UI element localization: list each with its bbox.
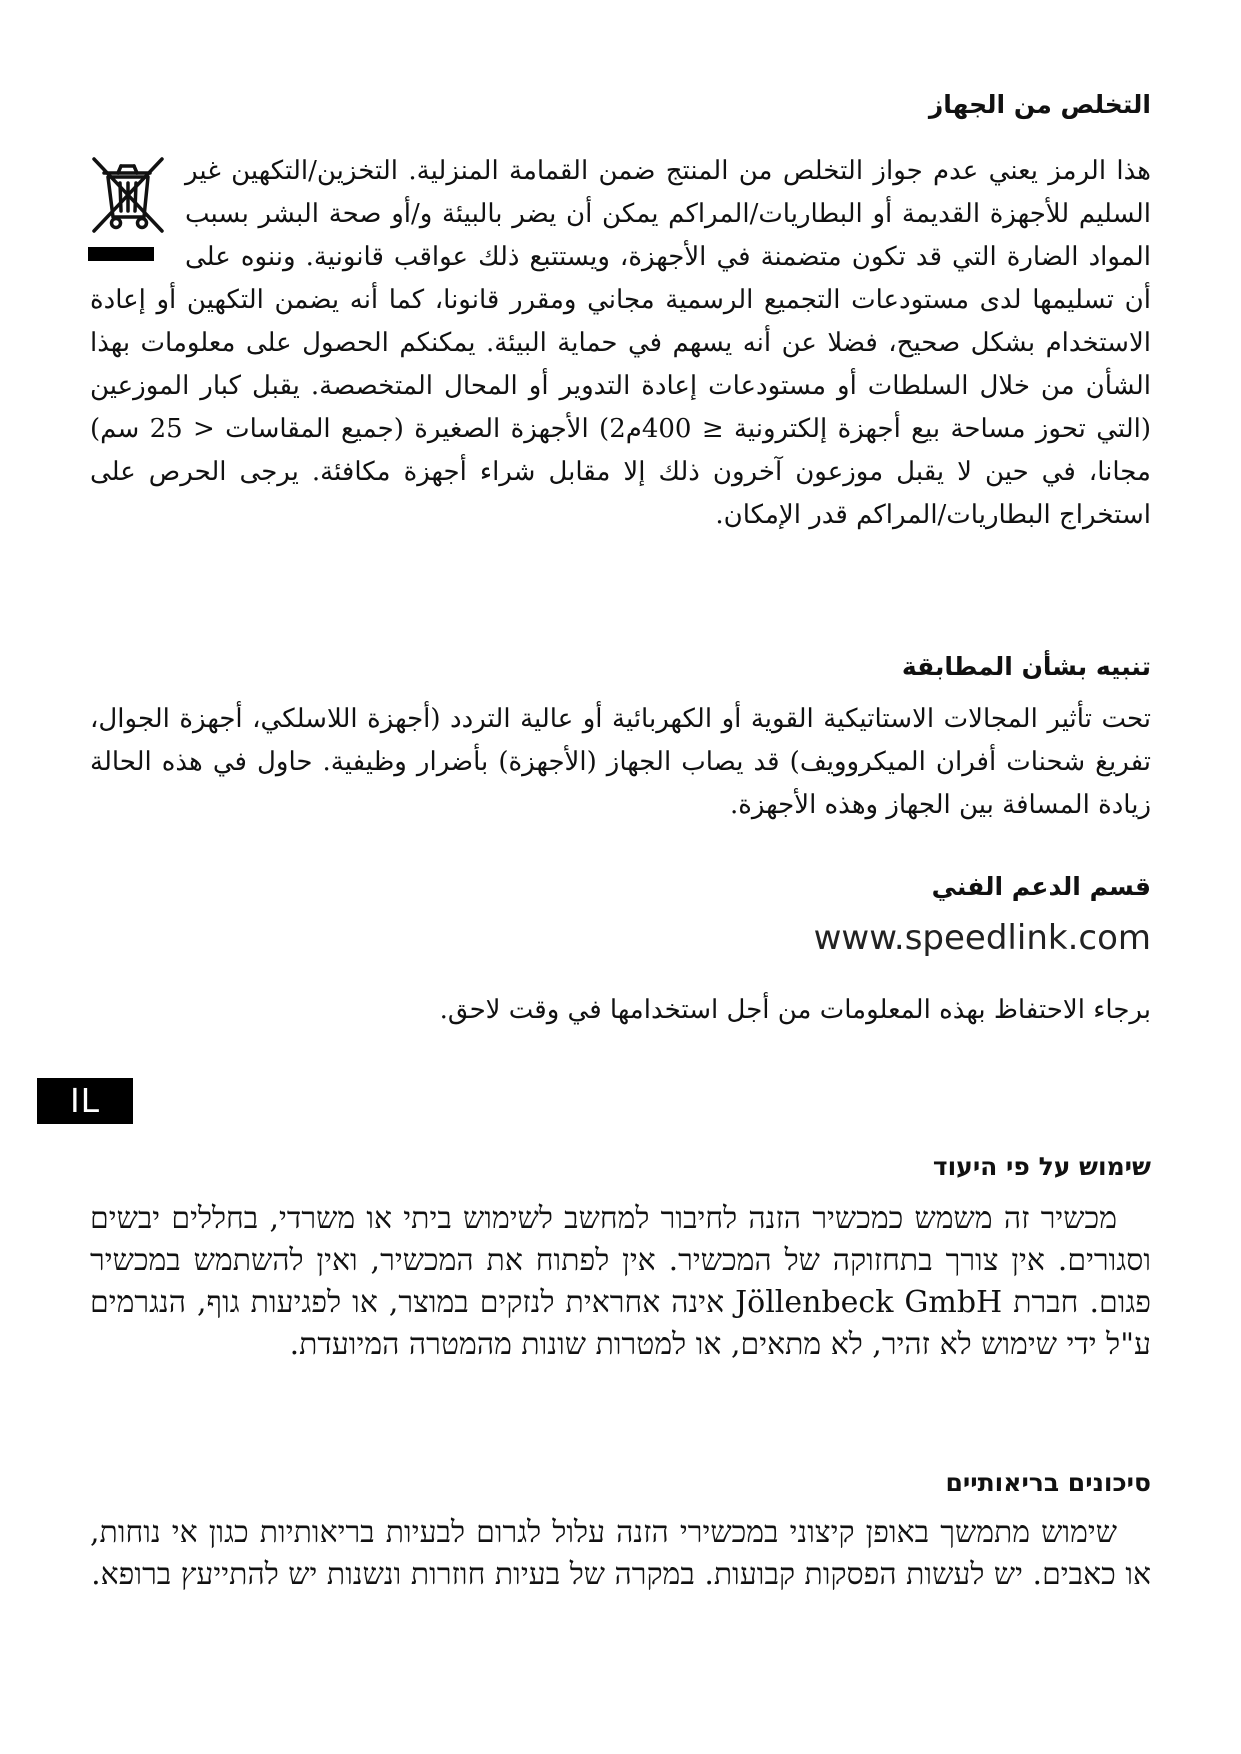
disposal-text: هذا الرمز يعني عدم جواز التخلص من المنتج ضمن القمامة المنزلية. التخزين/التكهين غير السليم للأجهزة القديمة أو البطاريات/المراكم يمكن أن يضر بالبيئة و/أو صحة البشر بسبب المواد الضارة التي قد تكون متضمنة في الأجهزة، ويستتبع ذلك عواقب قانونية. وننوه على أن تسليمها لدى مستودعات التجميع الرسمية مجاني ومقرر قانونا، كما أنه يضمن التكهين أو إعادة الاستخدام بشكل صحيح، فضلا عن أنه يسهم في حماية البيئة. يمكنكم الحصول على معلومات بهذا الشأن من خلال السلطات أو مستودعات إعادة التدوير أو المحال المتخصصة. يقبل كبار الموزعين (التي تحوز مساحة بيع أجهزة إلكترونية ≤ 400م2) الأجهزة الصغيرة (جميع المقاسات < 25 سم) مجانا، في حين لا يقبل موزعون آخرون ذلك إلا مقابل شراء أجهزة مكافئة. يرجى الحرص على استخراج البطاريات/المراكم قدر الإمكان. (90, 156, 1151, 530)
section-title-disposal: التخلص من الجهاز (928, 90, 1151, 119)
country-tab-il: IL (37, 1078, 133, 1124)
icon-space (90, 150, 185, 278)
keep-information-note: برجاء الاحتفاظ بهذه المعلومات من أجل استخدامها في وقت لاحق. (439, 995, 1151, 1025)
section-title-intended-use: שימוש על פי היעוד (932, 1152, 1151, 1181)
disposal-paragraph (90, 150, 1151, 537)
section-title-health-risks: סיכונים בריאותיים (945, 1468, 1151, 1497)
support-url[interactable]: www.speedlink.com (813, 918, 1151, 958)
health-risks-paragraph (90, 1512, 1151, 1596)
conformity-text: تحت تأثير المجالات الاستاتيكية القوية أو الكهربائية أو عالية التردد (أجهزة اللاسلكي، أجهزة الجوال، تفريغ شحنات أفران الميكروويف) قد يصاب الجهاز (الأجهزة) بأضرار وظيفية. حاول في هذه الحالة زيادة المسافة بين الجهاز وهذه الأجهزة. (90, 704, 1151, 820)
health-risks-text: שימוש מתמשך באופן קיצוני במכשירי הזנה עלול לגרום לבעיות בריאותיות כגון אי נוחות, או כאבים. יש לעשות הפסקות קבועות. במקרה של בעיות חוזרות ונשנות יש להתייעץ ברופא. (90, 1515, 1151, 1592)
intended-use-text: מכשיר זה משמש כמכשיר הזנה לחיבור למחשב לשימוש ביתי או משרדי, בחללים יבשים וסגורים. אין צורך בתחזוקה של המכשיר. אין לפתוח את המכשיר, ואין להשתמש במכשיר פגום. חברת Jöllenbeck GmbH אינה אחראית לנזקים במוצר, או לפגיעות גוף, הנגרמים ע"ל ידי שימוש לא זהיר, לא מתאים, או למטרות שונות מהמטרה המיועדת. (90, 1201, 1151, 1362)
intended-use-paragraph (90, 1198, 1151, 1366)
section-title-support: قسم الدعم الفني (931, 872, 1151, 901)
conformity-paragraph (90, 698, 1151, 827)
section-title-conformity: تنبيه بشأن المطابقة (901, 652, 1151, 681)
